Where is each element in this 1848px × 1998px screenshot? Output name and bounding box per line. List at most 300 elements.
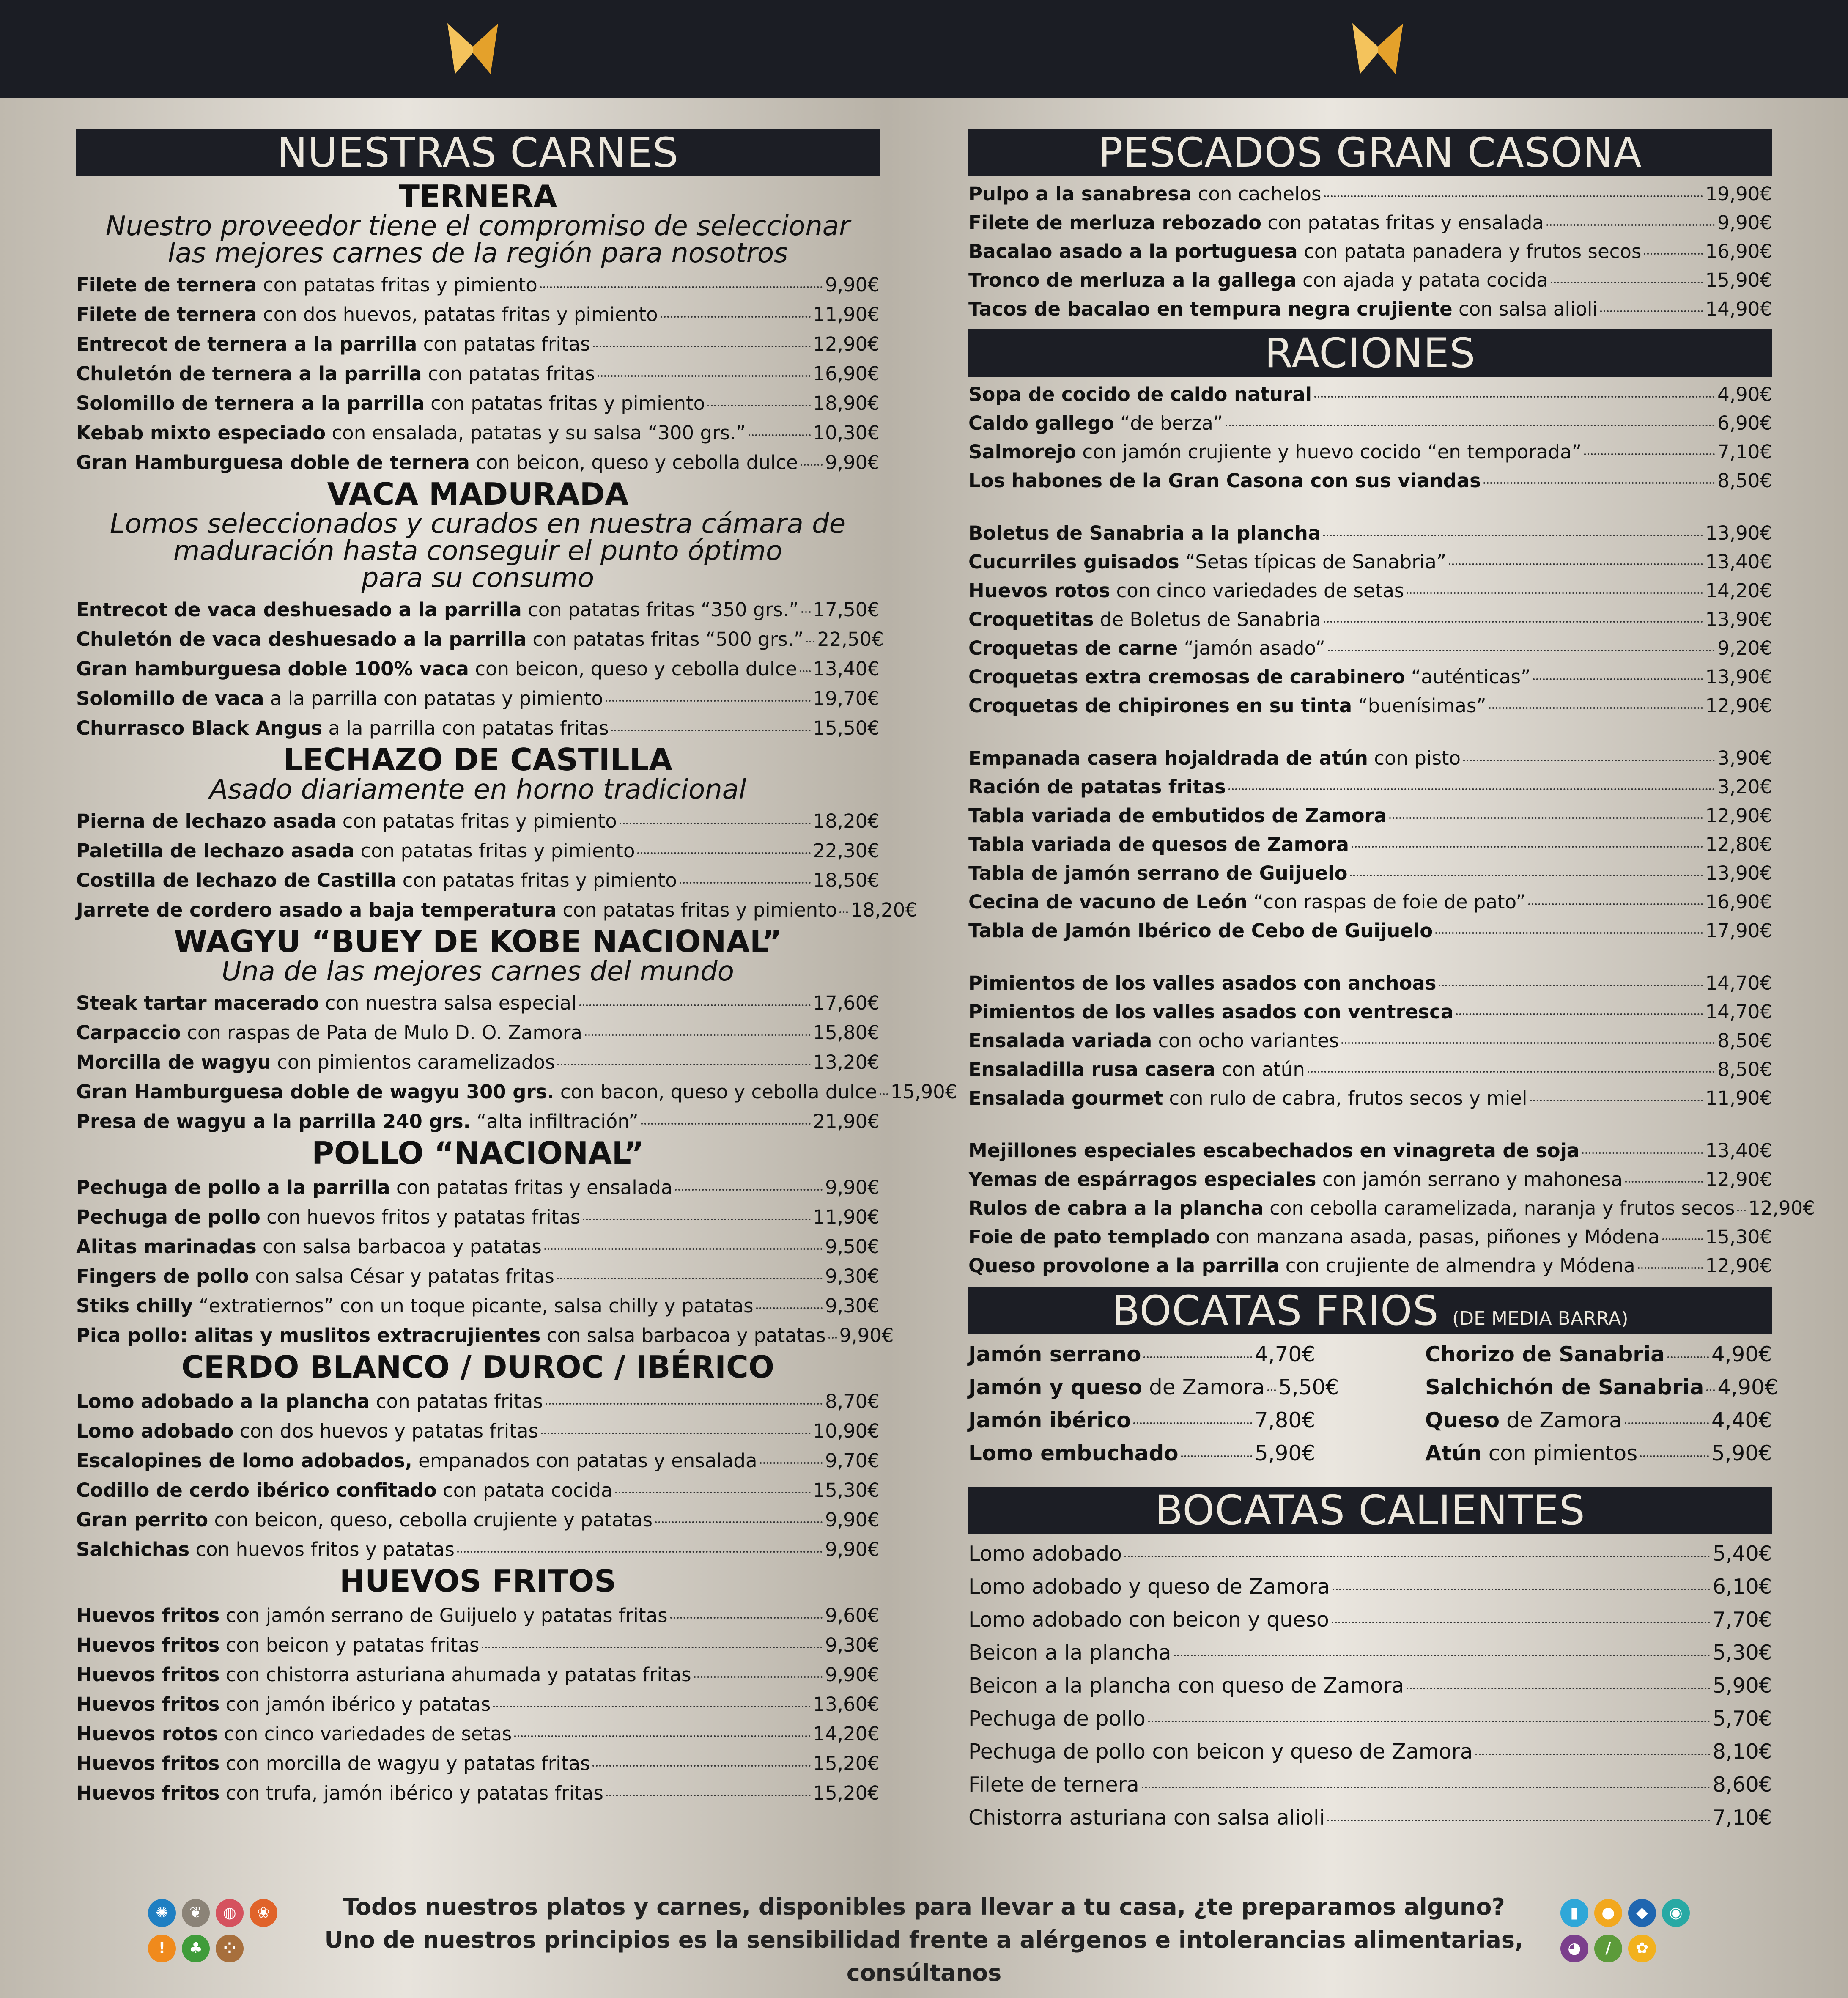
raciones-group bbox=[968, 519, 1772, 720]
menu-item bbox=[76, 1601, 880, 1630]
menu-item bbox=[76, 1173, 880, 1202]
item-name-bold: Jamón serrano bbox=[968, 1342, 1141, 1367]
section-title: LECHAZO DE CASTILLA bbox=[283, 742, 673, 777]
dot-leader bbox=[1341, 1042, 1715, 1044]
item-price: 12,90€ bbox=[1705, 804, 1772, 827]
menu-item bbox=[968, 663, 1772, 692]
menu-item bbox=[968, 1702, 1772, 1735]
item-price: 15,30€ bbox=[1705, 1226, 1772, 1248]
item-name bbox=[76, 654, 797, 684]
menu-item bbox=[76, 836, 880, 866]
item-name-detail: con manzana asada, pasas, piñones y Módena bbox=[1209, 1226, 1660, 1248]
item-name-detail: Pechuga de pollo con beicon y queso de Zamora bbox=[968, 1740, 1473, 1764]
item-price: 4,90€ bbox=[1717, 1375, 1778, 1400]
item-name-detail: con cinco variedades de setas bbox=[1110, 579, 1404, 602]
item-name-bold: Gran Hamburguesa doble de ternera bbox=[76, 451, 470, 474]
dot-leader bbox=[598, 375, 811, 377]
item-price: 8,50€ bbox=[1717, 1029, 1772, 1052]
item-name-bold: Tronco de merluza a la gallega bbox=[968, 269, 1297, 291]
item-name-detail: Beicon a la plancha bbox=[968, 1641, 1171, 1665]
item-name bbox=[968, 1251, 1635, 1280]
item-name-detail: con patatas fritas “350 grs.” bbox=[521, 598, 799, 621]
dot-leader bbox=[1332, 1622, 1710, 1623]
menu-item bbox=[968, 576, 1772, 605]
dot-leader bbox=[592, 1765, 810, 1767]
item-price: 5,90€ bbox=[1254, 1441, 1315, 1466]
item-price: 11,90€ bbox=[1705, 1087, 1772, 1109]
menu-item bbox=[968, 969, 1772, 998]
item-price: 5,70€ bbox=[1712, 1707, 1772, 1731]
item-price: 9,90€ bbox=[839, 1324, 894, 1347]
dot-leader bbox=[620, 823, 811, 824]
item-name-bold: Filete de merluza rebozado bbox=[968, 211, 1262, 234]
section-title: POLLO “NACIONAL” bbox=[312, 1135, 644, 1171]
footer-text bbox=[304, 1891, 1544, 1990]
menu-item bbox=[968, 1801, 1772, 1834]
item-name-detail: con beicon y patatas fritas bbox=[219, 1634, 480, 1656]
dot-leader bbox=[615, 1492, 811, 1493]
item-price: 13,40€ bbox=[1705, 1139, 1772, 1162]
menu-item bbox=[1425, 1338, 1772, 1371]
dot-leader bbox=[1582, 1152, 1703, 1154]
item-price: 9,90€ bbox=[825, 1176, 880, 1199]
menu-item bbox=[76, 1778, 880, 1808]
menu-item bbox=[76, 418, 880, 448]
bocatas-frios-banner bbox=[968, 1287, 1772, 1334]
item-name-bold: Cucurriles guisados bbox=[968, 551, 1179, 573]
item-name bbox=[76, 418, 746, 448]
item-price: 4,90€ bbox=[1717, 383, 1772, 406]
menu-item bbox=[76, 1077, 957, 1107]
item-price: 9,90€ bbox=[825, 1663, 880, 1686]
item-name-bold: Lomo embuchado bbox=[968, 1441, 1179, 1466]
menu-item bbox=[76, 1202, 880, 1232]
bocatas-calientes-list bbox=[968, 1537, 1772, 1834]
dot-leader bbox=[1625, 1422, 1709, 1424]
item-price: 12,90€ bbox=[1748, 1197, 1815, 1219]
dot-leader bbox=[546, 1403, 823, 1405]
item-price: 11,90€ bbox=[813, 303, 880, 326]
menu-item bbox=[76, 988, 880, 1018]
item-name bbox=[76, 1535, 455, 1564]
item-price: 4,90€ bbox=[1711, 1342, 1772, 1367]
item-name bbox=[968, 1570, 1330, 1603]
raciones-group bbox=[968, 1136, 1815, 1280]
menu-item bbox=[968, 1338, 1315, 1371]
item-name-detail: Beicon a la plancha con queso de Zamora bbox=[968, 1674, 1404, 1698]
menu-item bbox=[76, 1660, 880, 1690]
item-name-bold: Empanada casera hojaldrada de atún bbox=[968, 747, 1368, 769]
item-price: 16,90€ bbox=[813, 362, 880, 385]
item-price: 12,90€ bbox=[1705, 694, 1772, 717]
item-price: 9,50€ bbox=[825, 1235, 880, 1258]
item-price: 3,90€ bbox=[1717, 747, 1772, 769]
item-name-bold: Solomillo de vaca bbox=[76, 687, 264, 710]
item-name bbox=[968, 1702, 1146, 1735]
item-name bbox=[968, 692, 1486, 720]
item-name bbox=[76, 448, 798, 478]
item-name-bold: Queso provolone a la parrilla bbox=[968, 1254, 1280, 1277]
menu-item bbox=[1425, 1404, 1772, 1437]
item-name-bold: Pierna de lechazo asada bbox=[76, 810, 337, 832]
item-name-detail: con cebolla caramelizada, naranja y frutos secos bbox=[1263, 1197, 1735, 1219]
dot-leader bbox=[1350, 875, 1703, 876]
item-price: 7,10€ bbox=[1712, 1806, 1772, 1830]
item-name bbox=[968, 1338, 1141, 1371]
item-name-bold: Los habones de la Gran Casona con sus viandas bbox=[968, 469, 1481, 492]
dot-leader bbox=[493, 1706, 810, 1707]
item-name bbox=[76, 1630, 479, 1660]
menu-item bbox=[968, 1636, 1772, 1669]
item-name-bold: Huevos fritos bbox=[76, 1782, 220, 1804]
dot-leader bbox=[1483, 482, 1715, 484]
item-name-detail: de Boletus de Sanabria bbox=[1094, 608, 1321, 631]
item-name bbox=[76, 1505, 653, 1535]
nuts-icon: ❦ bbox=[182, 1899, 210, 1927]
group-spacer bbox=[968, 720, 1772, 741]
section-title: VACA MADURADA bbox=[327, 476, 629, 512]
item-price: 16,90€ bbox=[1705, 240, 1772, 263]
item-name bbox=[76, 836, 635, 866]
menu-item bbox=[968, 1404, 1315, 1437]
item-price: 14,20€ bbox=[1705, 579, 1772, 602]
item-name bbox=[76, 300, 658, 329]
menu-item bbox=[968, 830, 1772, 859]
section-cerdo bbox=[76, 1350, 880, 1564]
menu-item bbox=[76, 625, 884, 654]
item-price: 9,30€ bbox=[825, 1295, 880, 1317]
menu-item bbox=[76, 1232, 880, 1262]
item-name bbox=[968, 663, 1530, 692]
mustard-icon: ! bbox=[148, 1935, 176, 1962]
menu-item bbox=[968, 1437, 1315, 1470]
item-name-detail: con dos huevos y patatas fritas bbox=[233, 1420, 538, 1442]
item-name bbox=[968, 519, 1321, 548]
section-description: Asado diariamente en horno tradicional bbox=[209, 774, 746, 805]
item-price: 21,90€ bbox=[813, 1110, 880, 1133]
menu-item bbox=[76, 1048, 880, 1077]
dot-leader bbox=[806, 641, 814, 642]
dot-leader bbox=[1662, 1238, 1703, 1240]
item-name bbox=[76, 1202, 580, 1232]
menu-item bbox=[968, 634, 1772, 663]
menu-item bbox=[968, 773, 1772, 801]
dot-leader bbox=[1546, 224, 1715, 226]
item-price: 8,70€ bbox=[825, 1390, 880, 1413]
item-name bbox=[76, 807, 617, 836]
item-name-bold: Croquetas de chipirones en su tinta bbox=[968, 694, 1352, 717]
dot-leader bbox=[1625, 1181, 1703, 1183]
menu-item bbox=[968, 801, 1772, 830]
item-name-bold: Jamón ibérico bbox=[968, 1408, 1131, 1433]
item-name-detail: con patatas fritas “500 grs.” bbox=[526, 628, 804, 650]
menu-item bbox=[76, 1749, 880, 1778]
dot-leader bbox=[1449, 563, 1703, 565]
item-name bbox=[968, 1404, 1131, 1437]
group-spacer bbox=[968, 495, 1772, 516]
item-name bbox=[968, 801, 1387, 830]
item-name-detail: con rulo de cabra, frutos secos y miel bbox=[1163, 1087, 1527, 1109]
dot-leader bbox=[1228, 788, 1715, 790]
item-name-detail: con pimientos bbox=[1481, 1441, 1638, 1466]
item-list bbox=[76, 270, 880, 478]
item-name-detail: con salsa barbacoa y patatas bbox=[540, 1324, 826, 1347]
dot-leader bbox=[839, 911, 848, 913]
item-name-detail: de Zamora bbox=[1142, 1375, 1265, 1400]
item-name bbox=[968, 998, 1453, 1026]
item-price: 19,90€ bbox=[1705, 183, 1772, 205]
right-column bbox=[968, 129, 1815, 1834]
dot-leader bbox=[585, 1034, 811, 1036]
item-name bbox=[968, 1165, 1623, 1194]
item-name-detail: con patata panadera y frutos secos bbox=[1297, 240, 1642, 263]
item-name-detail: con jamón serrano de Guijuelo y patatas fritas bbox=[219, 1604, 668, 1627]
item-price: 6,10€ bbox=[1712, 1575, 1772, 1599]
item-name-bold: Gran hamburguesa doble 100% vaca bbox=[76, 658, 469, 680]
item-price: 17,50€ bbox=[813, 598, 880, 621]
item-price: 3,20€ bbox=[1717, 776, 1772, 798]
item-name-bold: Ensalada gourmet bbox=[968, 1087, 1163, 1109]
item-price: 15,80€ bbox=[813, 1021, 880, 1044]
menu-item bbox=[76, 1262, 880, 1291]
section-huevos bbox=[76, 1564, 880, 1808]
item-name-detail: con cinco variedades de setas bbox=[218, 1723, 512, 1745]
item-name-detail: con chistorra asturiana ahumada y patatas fritas bbox=[219, 1663, 691, 1686]
menu-item bbox=[76, 654, 880, 684]
item-name-detail: con salsa César y patatas fritas bbox=[249, 1265, 554, 1287]
dot-leader bbox=[670, 1617, 823, 1619]
dot-leader bbox=[749, 434, 811, 436]
item-name-bold: Solomillo de ternera a la parrilla bbox=[76, 392, 425, 414]
item-price: 15,90€ bbox=[1705, 269, 1772, 291]
fish-icon: ◆ bbox=[1628, 1899, 1656, 1927]
item-name-detail: con pisto bbox=[1368, 747, 1461, 769]
item-name-detail: con patatas fritas y pimiento bbox=[396, 869, 677, 892]
item-price: 17,60€ bbox=[813, 992, 880, 1014]
soy-icon: ♣ bbox=[182, 1935, 210, 1962]
item-name bbox=[968, 1084, 1527, 1113]
item-name-bold: Huevos rotos bbox=[968, 579, 1110, 602]
item-name-detail: con atún bbox=[1215, 1058, 1305, 1081]
menu-item bbox=[968, 237, 1772, 266]
item-name-detail: con morcilla de wagyu y patatas fritas bbox=[219, 1752, 590, 1775]
item-name bbox=[76, 1446, 757, 1476]
dot-leader bbox=[1640, 1455, 1709, 1457]
menu-item bbox=[968, 295, 1772, 324]
item-name bbox=[76, 270, 537, 300]
item-name-detail: con patatas fritas y ensalada bbox=[390, 1176, 673, 1199]
menu-item bbox=[968, 605, 1772, 634]
sulphites-icon: ◕ bbox=[1560, 1935, 1588, 1962]
menu-item bbox=[968, 266, 1772, 295]
item-name-detail: con patatas fritas bbox=[370, 1390, 543, 1413]
item-name bbox=[76, 1778, 603, 1808]
menu-item bbox=[968, 1570, 1772, 1603]
section-title: CERDO BLANCO / DUROC / IBÉRICO bbox=[181, 1349, 774, 1385]
item-price: 18,90€ bbox=[813, 392, 880, 414]
item-name-bold: Filete de ternera bbox=[76, 303, 257, 326]
item-price: 10,90€ bbox=[813, 1420, 880, 1442]
dot-leader bbox=[514, 1735, 810, 1737]
dot-leader bbox=[1333, 1589, 1710, 1590]
item-name-detail: con pimientos caramelizados bbox=[271, 1051, 555, 1073]
dot-leader bbox=[593, 346, 811, 347]
item-name bbox=[968, 744, 1461, 773]
menu-item bbox=[76, 1630, 880, 1660]
item-name-detail: con patatas fritas y pimiento bbox=[257, 274, 537, 296]
item-price: 9,90€ bbox=[825, 1509, 880, 1531]
dot-leader bbox=[1475, 1754, 1710, 1755]
item-name-bold: Salchichón de Sanabria bbox=[1425, 1375, 1704, 1400]
item-name-bold: Bacalao asado a la portuguesa bbox=[968, 240, 1298, 263]
item-price: 10,30€ bbox=[813, 422, 880, 444]
item-name-detail: “auténticas” bbox=[1405, 666, 1531, 688]
item-name-bold: Pimientos de los valles asados con anchoas bbox=[968, 972, 1437, 994]
menu-item bbox=[968, 409, 1772, 438]
item-name bbox=[968, 266, 1548, 295]
item-name-bold: Filete de ternera bbox=[76, 274, 257, 296]
item-price: 15,20€ bbox=[813, 1782, 880, 1804]
item-name-detail: con ensalada, patatas y su salsa “300 grs.” bbox=[326, 422, 746, 444]
item-price: 13,90€ bbox=[1705, 522, 1772, 544]
menu-item bbox=[968, 1026, 1772, 1055]
menu-item bbox=[76, 270, 880, 300]
item-name-bold: Atún bbox=[1425, 1441, 1482, 1466]
item-name-bold: Yemas de espárragos especiales bbox=[968, 1168, 1316, 1191]
item-name bbox=[968, 888, 1526, 917]
dot-leader bbox=[828, 1337, 837, 1339]
item-name-bold: Entrecot de ternera a la parrilla bbox=[76, 333, 417, 355]
menu-item bbox=[968, 548, 1772, 576]
dot-leader bbox=[1314, 396, 1715, 398]
item-name-bold: Huevos fritos bbox=[76, 1663, 220, 1686]
item-price: 9,90€ bbox=[825, 1538, 880, 1561]
menu-item bbox=[968, 998, 1772, 1026]
section-title: TERNERA bbox=[398, 178, 557, 214]
dot-leader bbox=[1142, 1787, 1710, 1788]
menu-item bbox=[76, 714, 880, 743]
dot-leader bbox=[1133, 1422, 1252, 1424]
item-name bbox=[76, 1291, 754, 1321]
item-price: 4,40€ bbox=[1711, 1408, 1772, 1433]
item-name-bold: Ensaladilla rusa casera bbox=[968, 1058, 1216, 1081]
item-price: 13,20€ bbox=[813, 1051, 880, 1073]
item-name bbox=[968, 859, 1347, 888]
menu-item bbox=[968, 1371, 1339, 1404]
item-name-bold: Morcilla de wagyu bbox=[76, 1051, 271, 1073]
item-name-bold: Carpaccio bbox=[76, 1021, 181, 1044]
item-name-bold: Jamón y queso bbox=[968, 1375, 1143, 1400]
meat-column bbox=[76, 129, 957, 1808]
dot-leader bbox=[1551, 282, 1703, 283]
item-name-bold: Sopa de cocido de caldo natural bbox=[968, 383, 1312, 406]
dot-leader bbox=[637, 852, 810, 854]
item-price: 9,20€ bbox=[1717, 637, 1772, 659]
item-price: 8,60€ bbox=[1712, 1773, 1772, 1797]
item-name-detail: con patatas fritas y pimiento bbox=[354, 840, 635, 862]
item-name bbox=[1425, 1338, 1665, 1371]
fish-banner: PESCADOS GRAN CASONA bbox=[968, 129, 1772, 176]
dot-leader bbox=[1352, 846, 1703, 848]
item-name-bold: Gran Hamburguesa doble de wagyu 300 grs. bbox=[76, 1081, 554, 1103]
dot-leader bbox=[707, 405, 810, 406]
menu-item bbox=[76, 1416, 880, 1446]
item-name bbox=[968, 548, 1446, 576]
item-price: 6,90€ bbox=[1717, 412, 1772, 434]
menu-item bbox=[76, 1505, 880, 1535]
dot-leader bbox=[1644, 253, 1703, 255]
item-name bbox=[76, 359, 595, 389]
section-pollo bbox=[76, 1135, 894, 1350]
section-title: HUEVOS FRITOS bbox=[339, 1563, 617, 1599]
menu-item bbox=[76, 684, 880, 714]
item-name bbox=[968, 1437, 1179, 1470]
fish-list bbox=[968, 180, 1772, 324]
menu-item bbox=[968, 209, 1772, 237]
item-name-detail: con patatas fritas bbox=[422, 362, 595, 385]
item-name-bold: Stiks chilly bbox=[76, 1295, 193, 1317]
peanut-icon: ◍ bbox=[216, 1899, 244, 1927]
menu-item bbox=[968, 888, 1772, 917]
dot-leader bbox=[1324, 195, 1703, 197]
dot-leader bbox=[1533, 678, 1703, 680]
menu-item bbox=[76, 1107, 880, 1136]
item-name-bold: Mejillones especiales escabechados en vinagreta de soja bbox=[968, 1139, 1580, 1162]
item-price: 13,90€ bbox=[1705, 608, 1772, 631]
item-price: 15,20€ bbox=[813, 1752, 880, 1775]
item-list bbox=[76, 1387, 880, 1564]
item-name-detail: a la parrilla con patatas fritas bbox=[322, 717, 609, 739]
item-name bbox=[968, 438, 1582, 467]
dot-leader bbox=[1323, 535, 1703, 536]
menu-item bbox=[76, 1291, 880, 1321]
item-name-detail: “Setas típicas de Sanabria” bbox=[1179, 551, 1447, 573]
item-price: 14,90€ bbox=[1705, 298, 1772, 320]
menu-item bbox=[76, 1321, 894, 1350]
item-name-detail: “con raspas de foie de pato” bbox=[1247, 891, 1526, 913]
item-price: 9,30€ bbox=[825, 1265, 880, 1287]
dot-leader bbox=[801, 611, 811, 613]
section-wagyu bbox=[76, 924, 957, 1136]
item-name-bold: Tabla variada de embutidos de Zamora bbox=[968, 804, 1387, 827]
item-name bbox=[968, 773, 1226, 801]
menu-item bbox=[76, 1535, 880, 1564]
item-name bbox=[968, 295, 1598, 324]
item-price: 17,90€ bbox=[1705, 919, 1772, 942]
dot-leader bbox=[880, 1093, 888, 1095]
menu-item bbox=[968, 692, 1772, 720]
item-name-bold: Alitas marinadas bbox=[76, 1235, 257, 1258]
item-name-bold: Chorizo de Sanabria bbox=[1425, 1342, 1665, 1367]
item-name bbox=[968, 1026, 1339, 1055]
item-name bbox=[76, 389, 705, 418]
item-name bbox=[968, 380, 1312, 409]
section-vaca bbox=[76, 476, 884, 743]
dot-leader bbox=[611, 730, 810, 731]
item-price: 8,50€ bbox=[1717, 1058, 1772, 1081]
item-name bbox=[968, 1223, 1660, 1251]
menu-item bbox=[968, 917, 1772, 945]
item-price: 14,70€ bbox=[1705, 972, 1772, 994]
item-name bbox=[1425, 1371, 1704, 1404]
item-name-bold: Presa de wagyu a la parrilla 240 grs. bbox=[76, 1110, 471, 1133]
item-name-detail: con trufa, jamón ibérico y patatas fritas bbox=[219, 1782, 603, 1804]
dot-leader bbox=[1638, 1267, 1703, 1269]
dot-leader bbox=[1174, 1655, 1710, 1656]
menu-item bbox=[76, 389, 880, 418]
item-price: 13,90€ bbox=[1705, 666, 1772, 688]
item-name-bold: Huevos fritos bbox=[76, 1752, 220, 1775]
